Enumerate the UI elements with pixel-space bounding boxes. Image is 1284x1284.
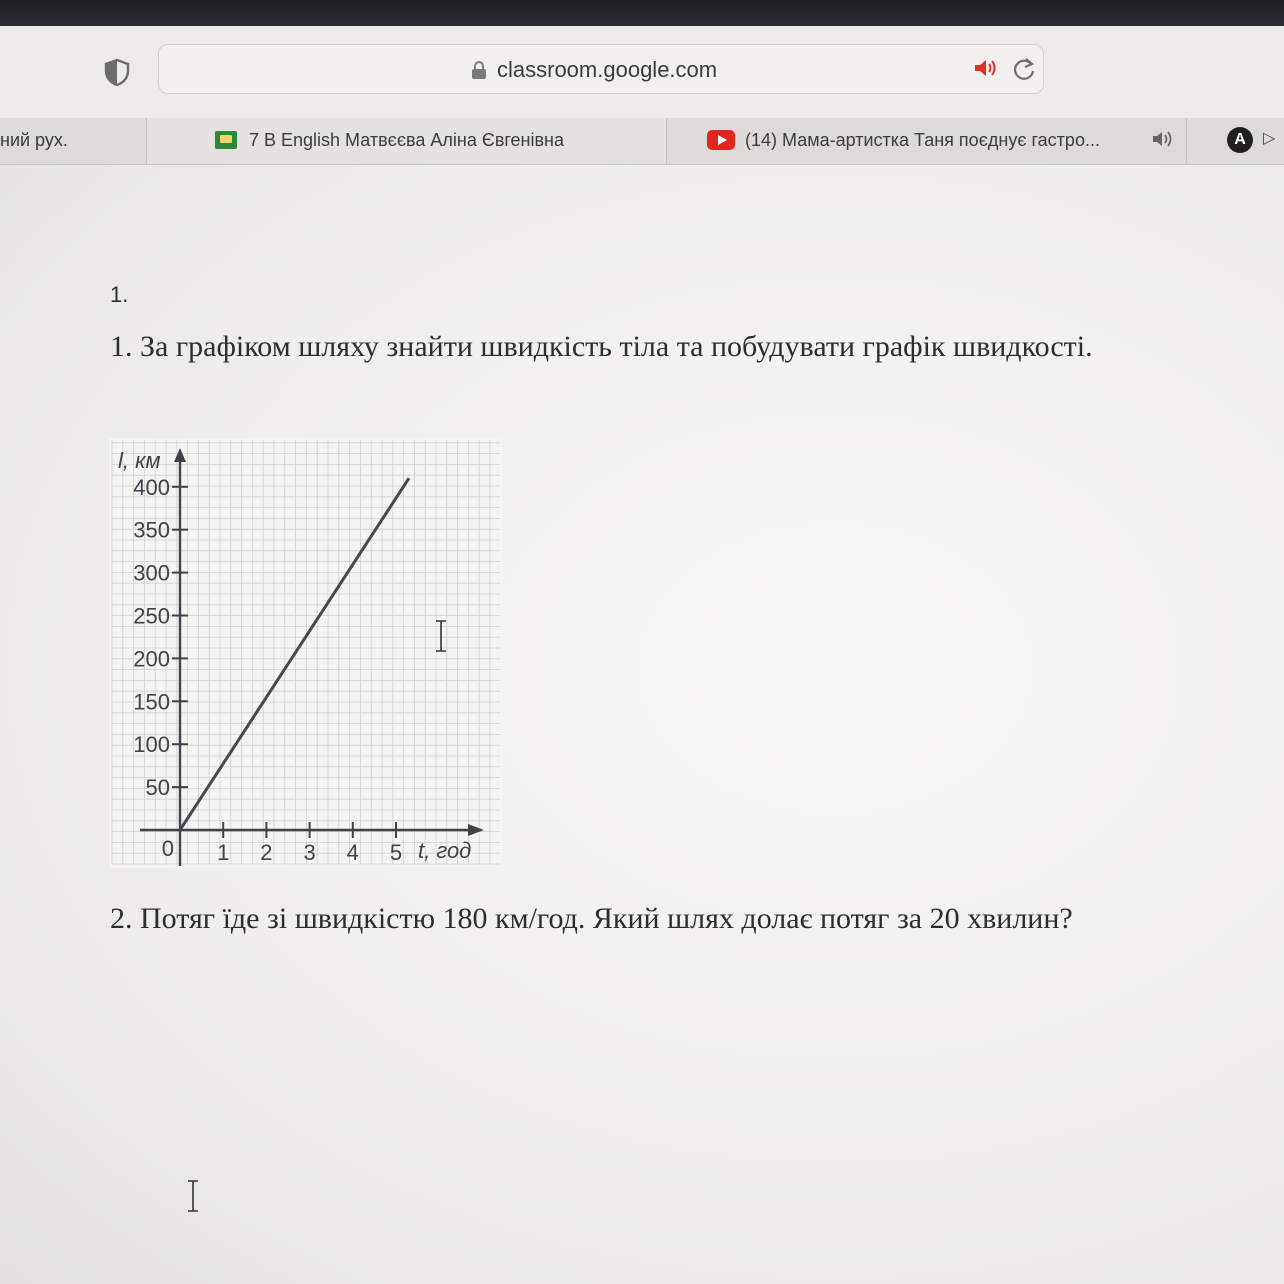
question-number: 1. [110, 282, 129, 307]
y-tick-label: 150 [133, 689, 170, 715]
x-axis-label: t, год [418, 838, 472, 863]
screen-bezel [0, 0, 1284, 26]
text-cursor-icon [434, 620, 448, 652]
y-tick-label: 100 [133, 732, 170, 758]
tab-english-class[interactable] [146, 118, 666, 164]
text-cursor-icon [186, 1180, 200, 1212]
x-tick-label: 1 [217, 840, 230, 865]
google-classroom-icon [215, 131, 237, 149]
tab-label: ний рух. [0, 130, 68, 150]
y-tick-label: 350 [133, 517, 170, 543]
profile-a-icon: A [1227, 127, 1253, 153]
tab-audio-icon[interactable] [1151, 128, 1175, 150]
y-tick-label: 50 [145, 775, 170, 801]
y-tick-label: 400 [133, 474, 170, 500]
tab-youtube-video[interactable] [666, 118, 1186, 164]
x-tick-label: 2 [260, 840, 273, 865]
distance-time-chart [100, 432, 510, 872]
play-icon: ▷ [1263, 130, 1276, 147]
tab-label: 7 В English Матвєєва Аліна Євгенівна [249, 130, 565, 150]
tab-physics[interactable] [0, 118, 146, 164]
x-tick-label: 3 [303, 840, 316, 865]
url-text[interactable]: classroom.google.com [497, 57, 718, 82]
reload-icon[interactable] [1012, 56, 1036, 82]
tab-label: (14) Мама-артистка Таня поєднує гастро... [745, 130, 1100, 150]
origin-label: 0 [161, 836, 174, 861]
privacy-shield-icon[interactable] [104, 58, 130, 86]
y-tick-label: 200 [133, 646, 170, 672]
task-1-text: 1. За графіком шляху знайти швидкість тіла та побудувати графік швидкості. [110, 330, 1093, 363]
y-axis-label: l, км [118, 448, 161, 473]
y-tick-label: 300 [133, 560, 170, 586]
youtube-icon [707, 130, 735, 150]
x-tick-label: 4 [346, 840, 359, 865]
x-tick-label: 5 [389, 840, 403, 865]
task-2-text: 2. Потяг їде зі швидкістю 180 км/год. Який шлях долає потяг за 20 хвилин? [110, 902, 1073, 935]
tab-overflow[interactable] [1186, 118, 1284, 164]
lock-icon [470, 60, 488, 80]
audio-playing-icon[interactable] [972, 56, 1000, 80]
y-tick-label: 250 [133, 603, 170, 629]
